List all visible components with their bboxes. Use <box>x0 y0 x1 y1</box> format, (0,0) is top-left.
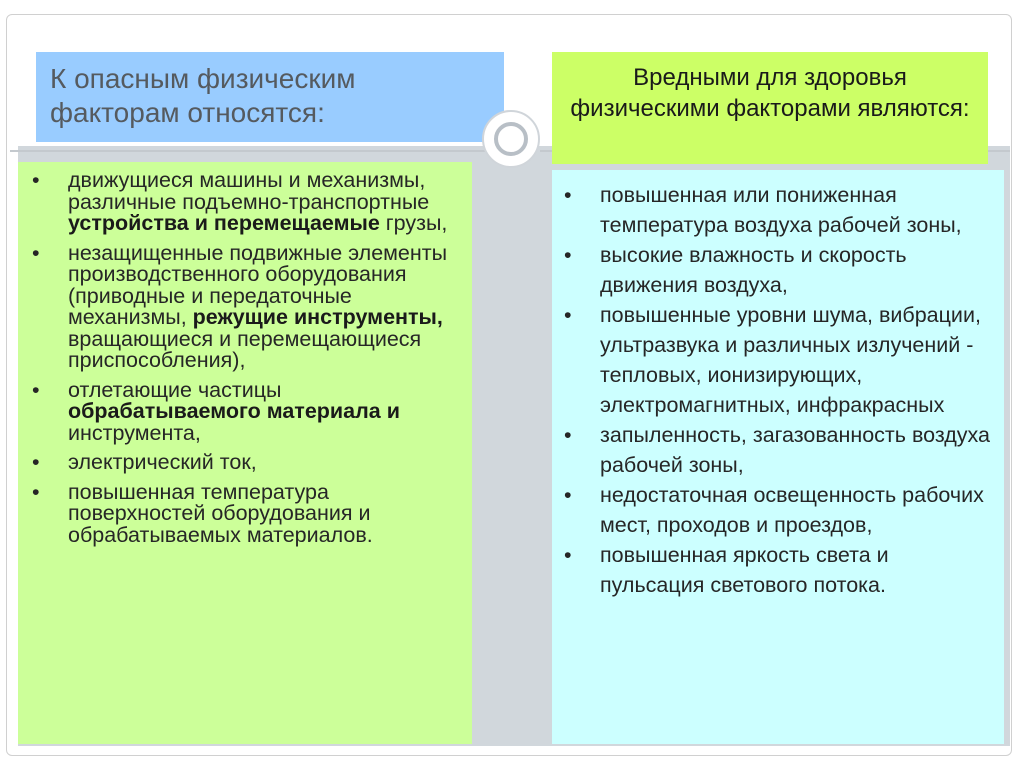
item-text: отлетающие частицы <box>68 377 282 402</box>
emphasized-text: устройства и перемещаемые <box>68 211 380 235</box>
item-text: повышенные уровни шума, вибрации, ультразвука и различных излучений - тепловых, ионизирующих, электромагнитных, инфракрасных <box>600 303 981 417</box>
right-list-item <box>564 240 996 300</box>
item-text: электрический ток, <box>68 450 257 474</box>
right-list-item <box>564 540 996 600</box>
divider-line-left <box>10 150 490 152</box>
item-text: запыленность, загазованность воздуха рабочей зоны, <box>600 423 990 477</box>
right-header-text: Вредными для здоровья физическими факторами являются: <box>570 64 970 122</box>
item-text: движущиеся машины и механизмы, различные подъемно-транспортные <box>68 168 430 214</box>
right-panel <box>552 170 1004 744</box>
left-list-item <box>32 377 464 445</box>
left-list-item <box>32 240 464 372</box>
emphasized-text: обрабатываемого материала и <box>68 399 400 423</box>
item-text: высокие влажность и скорость движения воздуха, <box>600 243 907 297</box>
item-text: вращающиеся и перемещающиеся приспособления), <box>68 326 422 372</box>
item-text: инструмента, <box>68 420 201 445</box>
item-text: повышенная или пониженная температура воздуха рабочей зоны, <box>600 183 962 237</box>
item-text: незащищенные подвижные элементы производственного оборудования (приводные и передаточные механизмы, <box>68 240 448 329</box>
harmful-factors-list <box>564 180 996 600</box>
item-text: повышенная температура поверхностей оборудования и обрабатываемых материалов. <box>68 479 373 547</box>
item-text: повышенная яркость света и пульсация светового потока. <box>600 543 889 597</box>
right-list-item <box>564 480 996 540</box>
right-header <box>552 52 988 164</box>
left-header <box>36 52 504 142</box>
left-list-item <box>32 170 464 235</box>
left-list-item <box>32 452 464 474</box>
left-list-item <box>32 479 464 547</box>
emphasized-text: режущие инструменты, <box>192 305 443 329</box>
hazardous-factors-list <box>32 170 464 546</box>
left-header-text: К опасным физическим факторам относятся: <box>50 63 356 128</box>
right-list-item <box>564 300 996 420</box>
right-list-item <box>564 420 996 480</box>
right-list-item <box>564 180 996 240</box>
left-panel <box>18 162 472 744</box>
item-text: недостаточная освещенность рабочих мест, проходов и проездов, <box>600 483 984 537</box>
ring-connector-inner-icon <box>494 122 528 156</box>
item-text: грузы, <box>379 211 448 235</box>
